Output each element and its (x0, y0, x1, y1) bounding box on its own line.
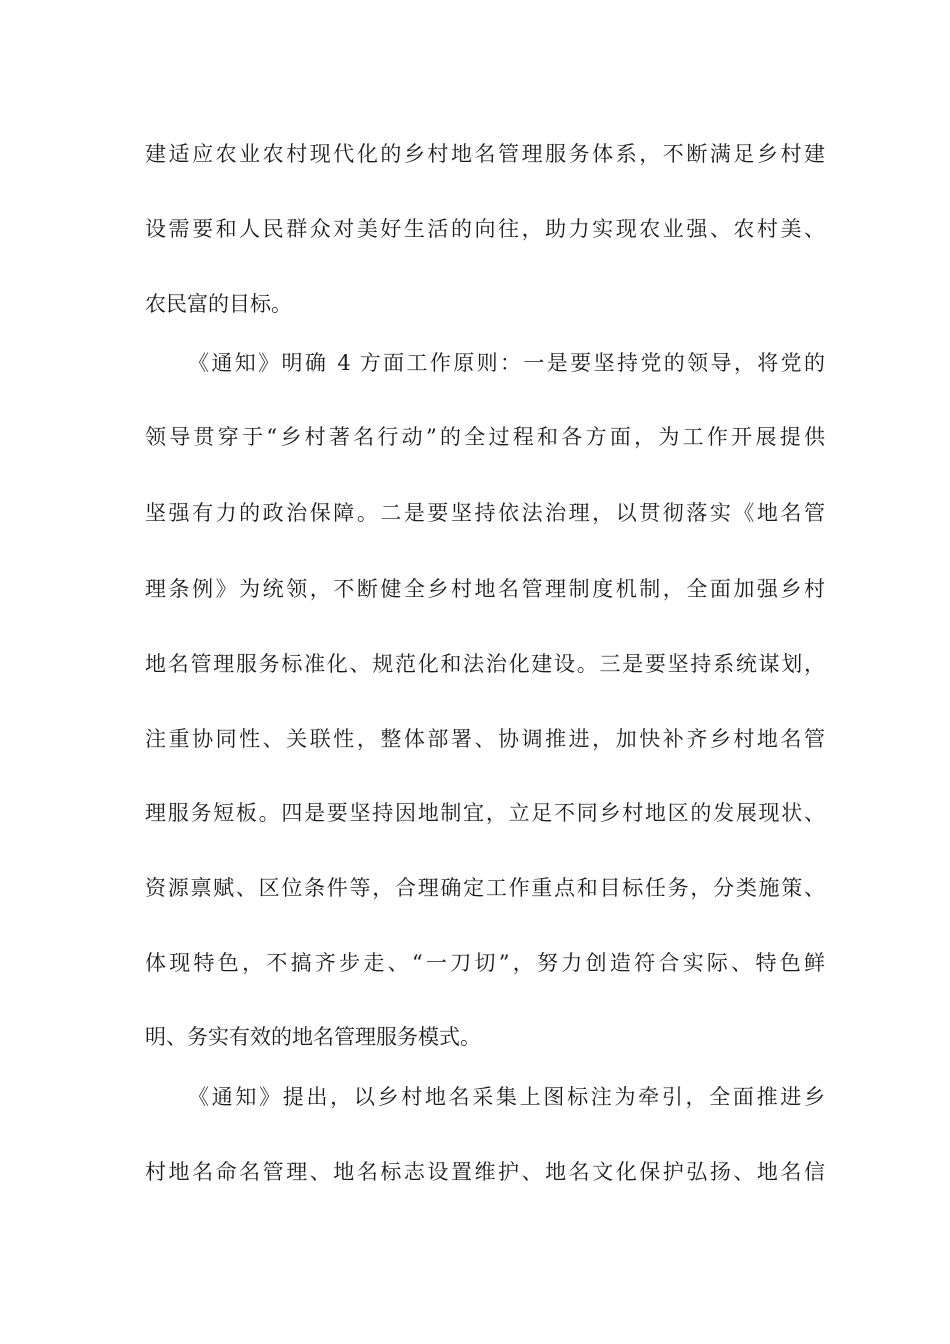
body-text-line: 坚强有力的政治保障。二是要坚持依法治理，以贯彻落实《地名管 (145, 501, 825, 525)
body-text-line: 理条例》为统领，不断健全乡村地名管理制度机制，全面加强乡村 (145, 577, 825, 601)
body-text-line: 领导贯穿于“乡村著名行动”的全过程和各方面，为工作开展提供 (145, 425, 825, 449)
paragraph-first-line: 《通知》明确 4 方面工作原则：一是要坚持党的领导，将党的 (188, 351, 825, 375)
body-text-line: 建适应农业农村现代化的乡村地名管理服务体系，不断满足乡村建 (145, 142, 825, 166)
body-text-line: 明、务实有效的地名管理服务模式。 (145, 1025, 481, 1049)
body-text-line: 资源禀赋、区位条件等，合理确定工作重点和目标任务，分类施策、 (145, 876, 825, 900)
body-text-line: 村地名命名管理、地名标志设置维护、地名文化保护弘扬、地名信 (145, 1160, 825, 1184)
body-text-line: 农民富的目标。 (145, 292, 292, 316)
body-text-line: 理服务短板。四是要坚持因地制宜，立足不同乡村地区的发展现状、 (145, 801, 825, 825)
body-text-line: 注重协同性、关联性，整体部署、协调推进，加快补齐乡村地名管 (145, 727, 825, 751)
body-text-line: 地名管理服务标准化、规范化和法治化建设。三是要坚持系统谋划， (145, 652, 825, 676)
body-text-line: 设需要和人民群众对美好生活的向往，助力实现农业强、农村美、 (145, 217, 825, 241)
body-text-line: 体现特色，不搞齐步走、“一刀切”，努力创造符合实际、特色鲜 (145, 951, 825, 975)
paragraph-first-line: 《通知》提出，以乡村地名采集上图标注为牵引，全面推进乡 (188, 1085, 825, 1109)
